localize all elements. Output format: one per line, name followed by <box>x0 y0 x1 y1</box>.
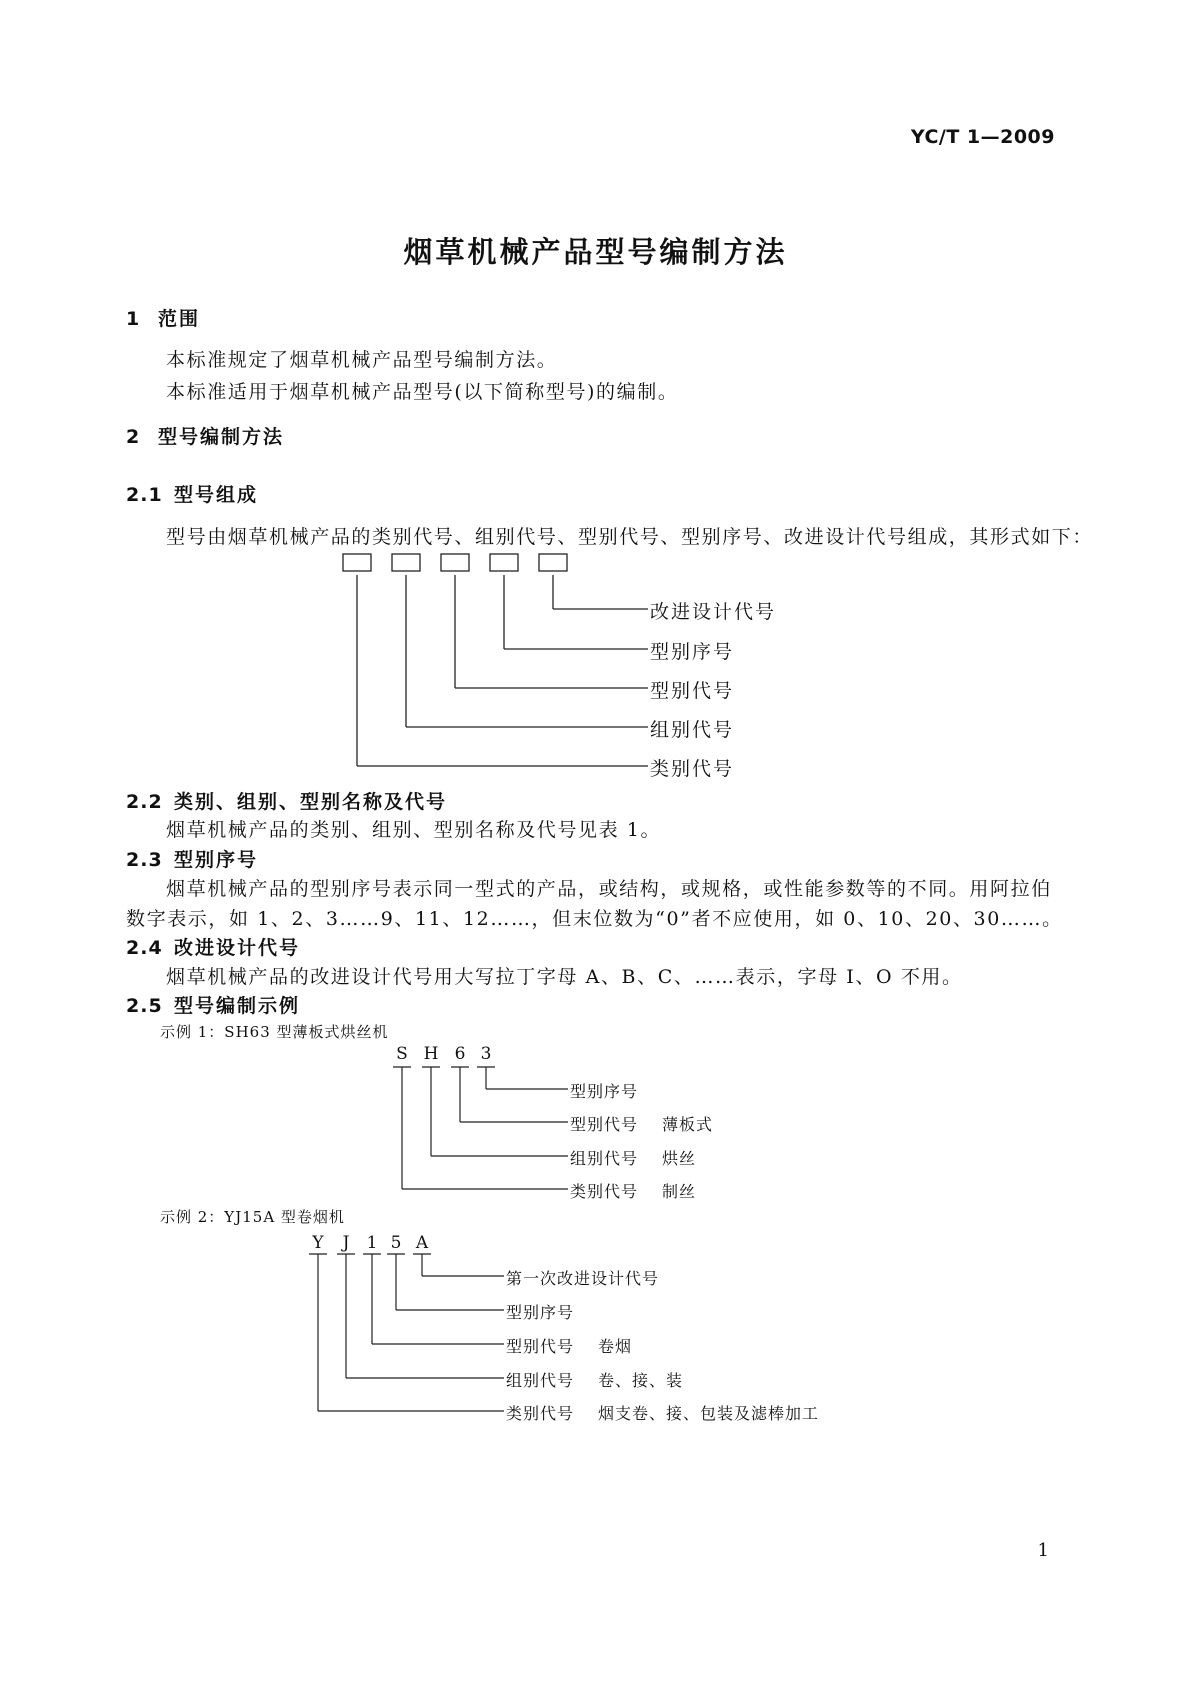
diagram-label: 改进设计代号 <box>650 601 777 623</box>
section-number: 1 <box>126 308 141 330</box>
example-2-row-label: 类别代号 <box>506 1404 575 1423</box>
example-2-letter: 1 <box>366 1233 378 1253</box>
example-2-letter: J <box>342 1233 350 1253</box>
diagram-label: 型别序号 <box>650 641 735 663</box>
example-1-row-label: 类别代号 <box>570 1182 639 1201</box>
section-number: 2.5 <box>126 995 163 1017</box>
diagram-label: 类别代号 <box>650 758 735 780</box>
example-2-letter: A <box>415 1233 429 1253</box>
example-2-row-label: 组别代号 <box>506 1371 575 1390</box>
section-number: 2.4 <box>126 937 163 959</box>
document-title: 烟草机械产品型号编制方法 <box>403 235 788 269</box>
diagram-label: 组别代号 <box>650 719 735 741</box>
standard-code: YC/T 1—2009 <box>910 126 1055 148</box>
example-2-row-label: 第一次改进设计代号 <box>506 1269 660 1288</box>
example-1-row-label: 型别序号 <box>570 1082 639 1101</box>
example-2-title: 示例 2：YJ15A 型卷烟机 <box>160 1208 345 1226</box>
example-1-row-label: 组别代号 <box>570 1149 639 1168</box>
section-number: 2.2 <box>126 791 163 813</box>
example-1-row-value: 制丝 <box>662 1182 697 1201</box>
section-title: 型号编制示例 <box>174 995 301 1017</box>
section-1-paragraph-2: 本标准适用于烟草机械产品型号(以下简称型号)的编制。 <box>166 381 679 403</box>
example-2-row-label: 型别代号 <box>506 1337 575 1356</box>
example-1-letter: S <box>396 1044 408 1064</box>
example-2-row-value: 烟支卷、接、包装及滤棒加工 <box>598 1404 820 1423</box>
section-1-paragraph-1: 本标准规定了烟草机械产品型号编制方法。 <box>166 349 558 371</box>
example-2-row-label: 型别序号 <box>506 1303 575 1322</box>
section-number: 2.3 <box>126 849 163 871</box>
section-2-4-paragraph: 烟草机械产品的改进设计代号用大写拉丁字母 A、B、C、……表示，字母 I、O 不用。 <box>166 966 963 988</box>
example-2-letter: Y <box>312 1233 324 1253</box>
example-1-title: 示例 1：SH63 型薄板式烘丝机 <box>160 1023 389 1041</box>
example-1-row-value: 烘丝 <box>662 1149 697 1168</box>
section-title: 类别、组别、型别名称及代号 <box>174 791 448 813</box>
section-2-2-paragraph: 烟草机械产品的类别、组别、型别名称及代号见表 1。 <box>166 819 662 841</box>
example-1-row-value: 薄板式 <box>662 1115 714 1134</box>
example-2-letter: 5 <box>390 1233 402 1253</box>
section-title: 型号编制方法 <box>158 426 285 448</box>
example-2-row-value: 卷烟 <box>598 1337 633 1356</box>
section-title: 范围 <box>158 308 201 330</box>
example-1-letter: 6 <box>454 1044 466 1064</box>
section-2-1-paragraph: 型号由烟草机械产品的类别代号、组别代号、型别代号、型别序号、改进设计代号组成，其形式如下： <box>166 526 1094 548</box>
section-number: 2.1 <box>126 484 163 506</box>
page-number: 1 <box>1037 1540 1049 1561</box>
section-title: 型号组成 <box>174 484 259 506</box>
section-title: 型别序号 <box>174 849 259 871</box>
section-2-3-paragraph-line-2: 数字表示，如 1、2、3……9、11、12……，但末位数为“0”者不应使用，如 0、10、20、30……。 <box>126 908 1063 930</box>
section-2-3-paragraph-line-1: 烟草机械产品的型别序号表示同一型式的产品，或结构，或规格，或性能参数等的不同。用阿拉伯 <box>166 878 1052 900</box>
example-2-row-value: 卷、接、装 <box>598 1371 684 1390</box>
example-1-letter: 3 <box>480 1044 492 1064</box>
section-title: 改进设计代号 <box>174 937 301 959</box>
example-1-row-label: 型别代号 <box>570 1115 639 1134</box>
section-number: 2 <box>126 426 141 448</box>
diagram-label: 型别代号 <box>650 680 735 702</box>
example-1-letter: H <box>423 1044 439 1064</box>
